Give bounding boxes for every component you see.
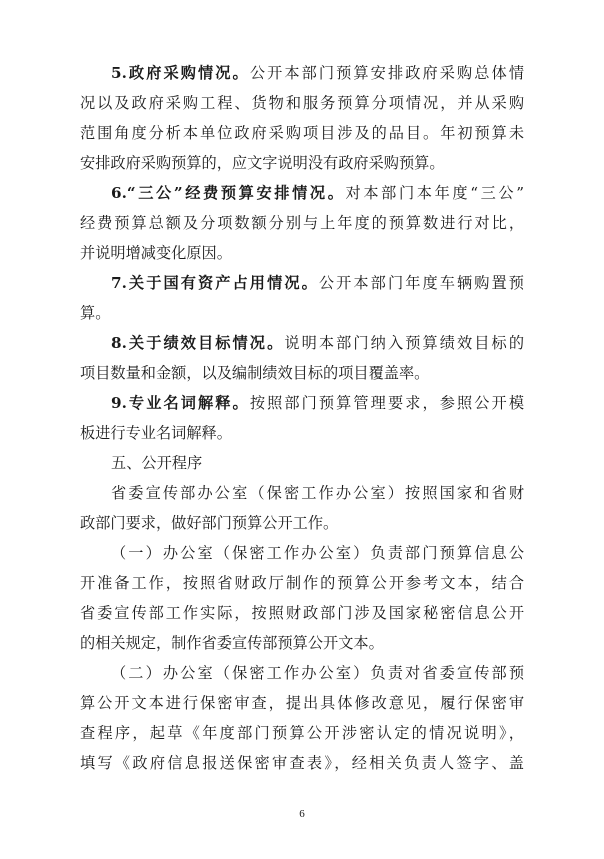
line-text: 开准备工作，按照省财政厅制作的预算公开参考文本，结合 <box>80 574 524 592</box>
bold-heading: 6.“三公”经费预算安排情况。 <box>111 184 346 202</box>
line-text: 填写《政府信息报送保密审查表》，经相关负责人签字、盖 <box>80 754 524 772</box>
line-text: 安排政府采购预算的，应文字说明没有政府采购预算。 <box>80 154 445 172</box>
line-text: 五、公开程序 <box>111 454 203 472</box>
line-text: 按照部门预算管理要求，参照公开模 <box>249 394 524 412</box>
text-line <box>80 238 524 268</box>
text-line <box>80 718 524 748</box>
text-line <box>80 88 524 118</box>
text-line <box>80 508 524 538</box>
line-text: 的相关规定，制作省委宣传部预算公开文本。 <box>80 634 384 652</box>
text-line <box>80 478 524 508</box>
text-line <box>80 538 524 568</box>
text-line <box>80 58 524 88</box>
text-line <box>80 568 524 598</box>
text-line <box>80 388 524 418</box>
line-text: （一）办公室（保密工作办公室）负责部门预算信息公 <box>111 544 524 562</box>
line-text: 算。 <box>80 304 111 322</box>
line-text: 范围角度分析本单位政府采购项目涉及的品目。年初预算未 <box>80 124 524 142</box>
bold-heading: 9.专业名词解释。 <box>111 394 250 412</box>
text-line <box>80 178 524 208</box>
text-line <box>80 628 524 658</box>
text-line <box>80 658 524 688</box>
bold-heading: 5.政府采购情况。 <box>111 64 250 82</box>
line-text: 省委宣传部工作实际，按照财政部门涉及国家秘密信息公开 <box>80 604 524 622</box>
text-line <box>80 268 524 298</box>
text-line <box>80 688 524 718</box>
line-text: 说明本部门纳入预算绩效目标的 <box>284 334 524 352</box>
line-text: 政部门要求，做好部门预算公开工作。 <box>80 514 339 532</box>
line-text: 经费预算总额及分项数额分别与上年度的预算数进行对比， <box>80 214 524 232</box>
bold-heading: 8.关于绩效目标情况。 <box>111 334 285 352</box>
document-body <box>80 58 524 778</box>
text-line <box>80 118 524 148</box>
line-text: 项目数量和金额，以及编制绩效目标的项目覆盖率。 <box>80 364 430 382</box>
line-text: 板进行专业名词解释。 <box>80 424 232 442</box>
line-text: 省委宣传部办公室（保密工作办公室）按照国家和省财 <box>111 484 524 502</box>
line-text: 公开本部门年度车辆购置预 <box>318 274 524 292</box>
line-text: 况以及政府采购工程、货物和服务预算分项情况，并从采购 <box>80 94 524 112</box>
text-line <box>80 748 524 778</box>
text-line <box>80 598 524 628</box>
line-text: 对本部门本年度“三公” <box>345 184 524 202</box>
text-line <box>80 358 524 388</box>
line-text: 公开本部门预算安排政府采购总体情 <box>249 64 524 82</box>
page-number: 6 <box>299 808 305 820</box>
text-line <box>80 208 524 238</box>
text-line <box>80 418 524 448</box>
text-line <box>80 328 524 358</box>
line-text: （二）办公室（保密工作办公室）负责对省委宣传部预 <box>111 664 524 682</box>
text-line <box>80 148 524 178</box>
line-text: 并说明增减变化原因。 <box>80 244 232 262</box>
line-text: 查程序，起草《年度部门预算公开涉密认定的情况说明》， <box>80 724 524 742</box>
text-line <box>80 298 524 328</box>
bold-heading: 7.关于国有资产占用情况。 <box>111 274 319 292</box>
line-text: 算公开文本进行保密审查，提出具体修改意见，履行保密审 <box>80 694 524 712</box>
text-line <box>80 448 524 478</box>
